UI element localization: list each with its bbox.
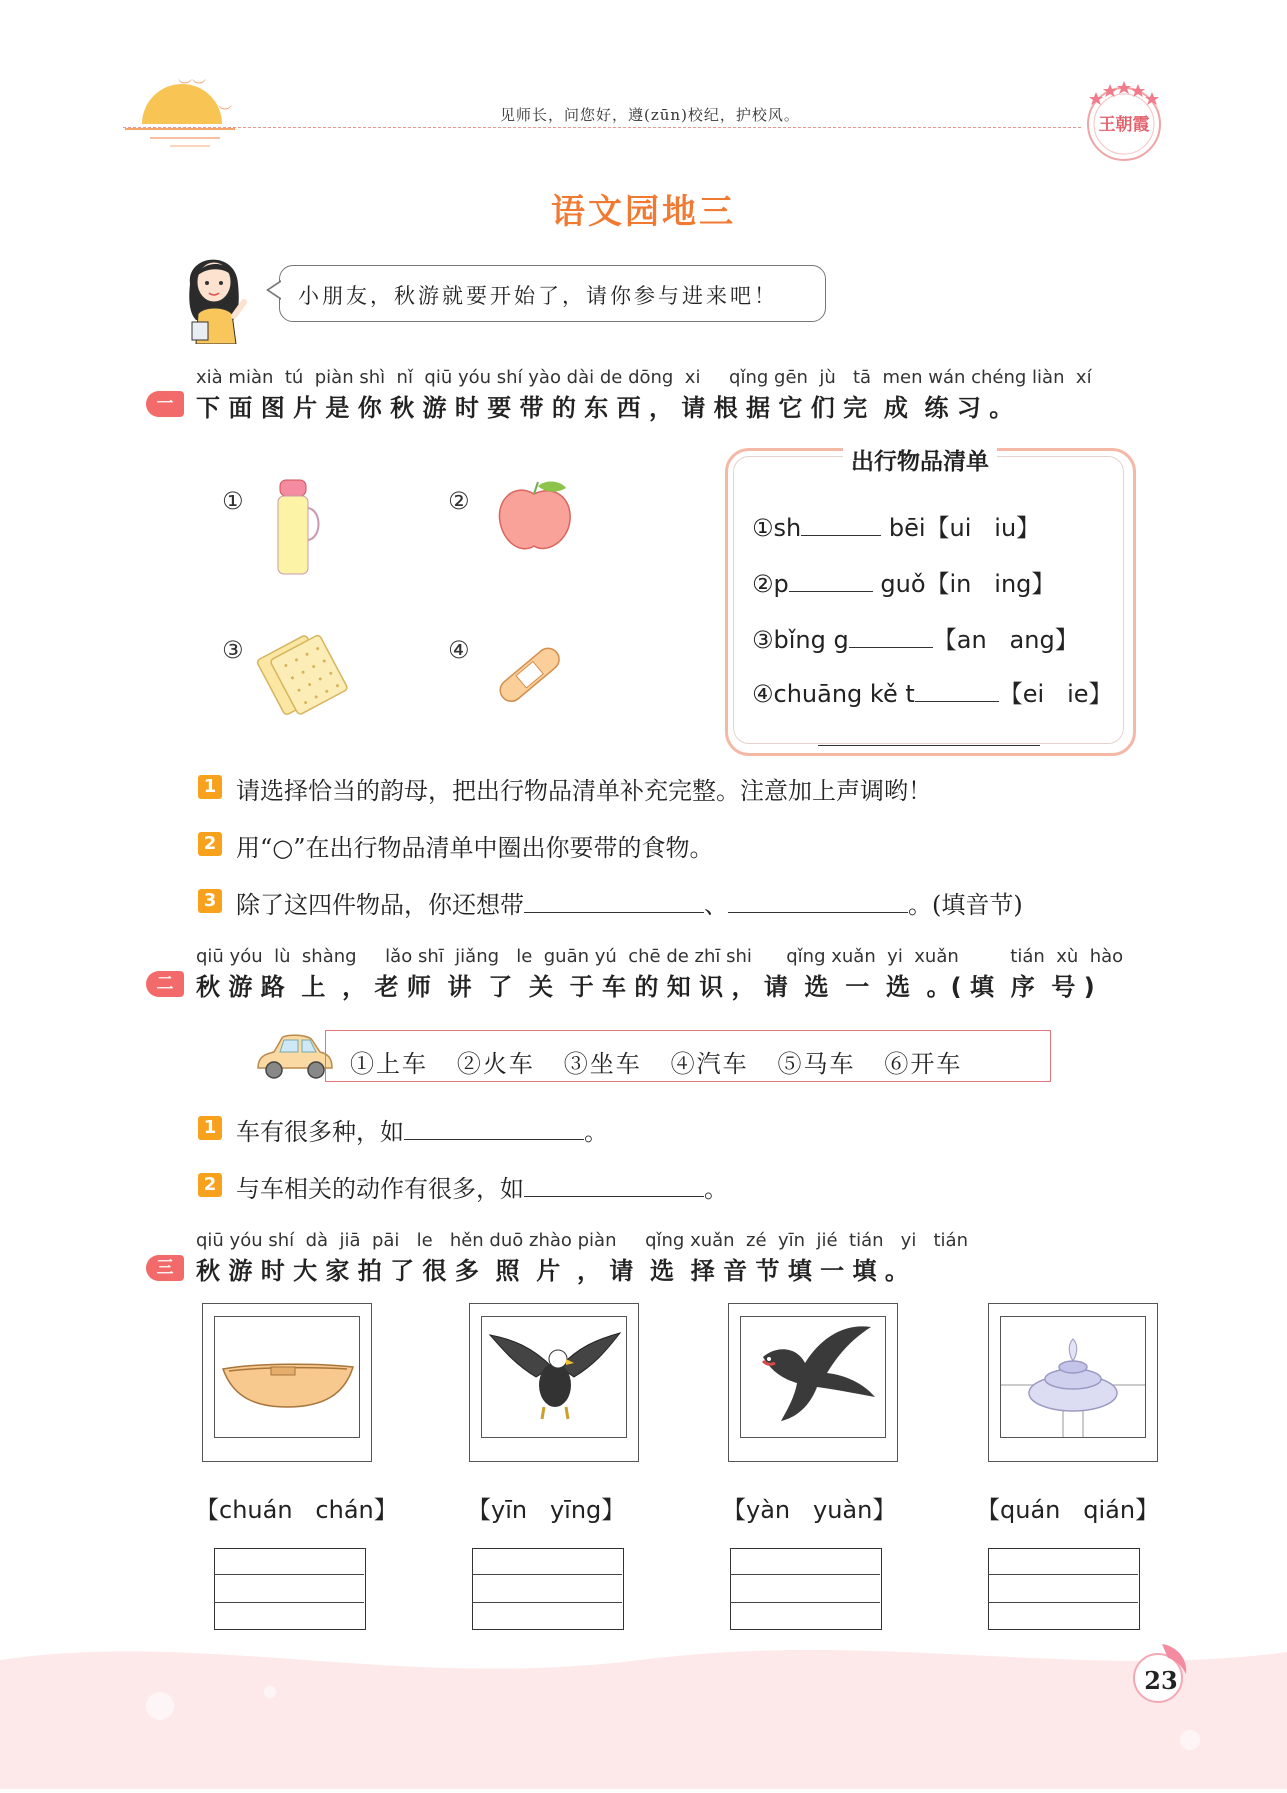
checklist-item-prefix: ②p: [752, 570, 789, 598]
answer-box-line: [472, 1574, 622, 1575]
checklist-item-prefix: ④chuāng kě t: [752, 680, 915, 708]
logo-text: 王朝霞: [1098, 115, 1150, 135]
bubble-text: 小朋友，秋游就要开始了，请你参与进来吧！: [298, 284, 778, 308]
options-text: ①上车 ②火车 ③坐车 ④汽车 ⑤马车 ⑥开车: [350, 1050, 963, 1078]
syllable-choice: 【chuán chán】: [195, 1496, 398, 1524]
answer-box-line: [214, 1602, 364, 1603]
answer-blank[interactable]: [789, 567, 873, 592]
checklist-item-options: 【an ang】: [932, 626, 1079, 654]
fountain-icon: [1000, 1316, 1146, 1438]
answer-box-line: [730, 1602, 880, 1603]
question-number: 1: [198, 775, 222, 799]
checklist-item-prefix: ①sh: [752, 514, 802, 542]
checklist-item: [752, 620, 1079, 655]
question-text: [236, 885, 1023, 920]
section3-pinyin: qiū yóu shí dà jiā pāi le hěn duō zhào piàn qǐng xuǎn zé yīn jié tián yi tián: [196, 1230, 968, 1251]
bandage-icon: [494, 642, 564, 706]
sun-horizon-line-2: [150, 137, 220, 139]
checklist-item-suffix: bēi: [881, 514, 926, 542]
question-text-main: 与车相关的动作有很多，如: [236, 1175, 524, 1203]
answer-box-line: [988, 1574, 1138, 1575]
car-icon: [254, 1028, 334, 1084]
question-text: [236, 1112, 608, 1147]
answer-blank[interactable]: [818, 745, 1040, 746]
teacher-illustration: [178, 244, 253, 344]
answer-blank[interactable]: [849, 623, 933, 648]
item-number: ①: [222, 487, 244, 515]
sun-horizon-line-3: [170, 145, 210, 147]
question-text-end: 。: [704, 1175, 728, 1203]
answer-box[interactable]: [730, 1548, 882, 1630]
question-text-main: 车有很多种，如: [236, 1118, 404, 1146]
question-number: 2: [198, 1173, 222, 1197]
syllable-choice: 【quán qián】: [976, 1496, 1160, 1524]
section1-heading: 下 面 图 片 是 你 秋 游 时 要 带 的 东 西 ， 请 根 据 它 们 完 成 练 习 。: [196, 394, 1014, 422]
section2-heading: 秋 游 路 上 ， 老 师 讲 了 关 于 车 的 知 识 ， 请 选 一 选 。( 填 序 号 ): [196, 973, 1095, 1001]
answer-blank[interactable]: [728, 888, 908, 913]
question-text-b: 、: [704, 891, 728, 919]
checklist-item-options: 【ui iu】: [925, 514, 1041, 542]
checklist-item: [752, 564, 1055, 599]
section1-badge: 一: [146, 391, 184, 417]
apple-icon: [494, 478, 576, 554]
checklist-item-prefix: ③bǐng g: [752, 626, 849, 654]
bird-icon: ︶: [218, 105, 232, 121]
answer-blank[interactable]: [524, 888, 704, 913]
section3-badge: 三: [146, 1255, 184, 1281]
answer-blank[interactable]: [524, 1172, 704, 1197]
footer-wave: [0, 1630, 1287, 1789]
item-number: ④: [448, 636, 470, 664]
page-title: 语文园地三: [551, 192, 736, 232]
swallow-icon: [740, 1316, 886, 1438]
answer-blank[interactable]: [404, 1115, 584, 1140]
thermos-icon: [272, 478, 326, 578]
item-number: ②: [448, 487, 470, 515]
section1-pinyin: xià miàn tú piàn shì nǐ qiū yóu shí yào dài de dōng xi qǐng gēn jù tā men wán chéng liàn xí: [196, 367, 1092, 388]
eagle-icon: [481, 1316, 627, 1438]
section3-heading: 秋 游 时 大 家 拍 了 很 多 照 片 ， 请 选 择 音 节 填 一 填 。: [196, 1257, 909, 1285]
checklist-title: 出行物品清单: [843, 443, 997, 476]
answer-box[interactable]: [988, 1548, 1140, 1630]
question-number: 2: [198, 832, 222, 856]
section2-pinyin: qiū yóu lù shàng lǎo shī jiǎng le guān yú chē de zhī shi qǐng xuǎn yi xuǎn tián xù hào: [196, 946, 1124, 967]
publisher-logo: [1082, 80, 1166, 164]
item-number: ③: [222, 636, 244, 664]
header-divider: [123, 127, 1081, 128]
answer-blank[interactable]: [915, 677, 999, 702]
checklist-item-options: 【ei ie】: [998, 680, 1113, 708]
sun-horizon-line: [125, 128, 235, 130]
answer-box[interactable]: [214, 1548, 366, 1630]
speech-bubble-tail-fill: [269, 282, 281, 298]
question-text: [236, 1169, 728, 1204]
answer-box-line: [730, 1574, 880, 1575]
biscuit-icon: [250, 632, 350, 718]
bird-icon: ︶︶: [178, 79, 206, 95]
question-number: 1: [198, 1116, 222, 1140]
answer-blank[interactable]: [801, 511, 881, 536]
section2-badge: 二: [146, 971, 184, 997]
answer-box[interactable]: [472, 1548, 624, 1630]
answer-box-line: [988, 1602, 1138, 1603]
question-text-end: 。: [584, 1118, 608, 1146]
checklist-item-suffix: guǒ: [872, 570, 926, 598]
question-text-a: 除了这四件物品，你还想带: [236, 891, 524, 919]
syllable-choice: 【yàn yuàn】: [722, 1496, 897, 1524]
page-number: 23: [1144, 1666, 1178, 1695]
header-motto: 见师长，问您好，遵(zūn)校纪，护校风。: [500, 106, 800, 124]
checklist-item: [752, 508, 1040, 543]
question-number: 3: [198, 889, 222, 913]
checklist-item: [752, 674, 1113, 709]
answer-box-line: [214, 1574, 364, 1575]
answer-box-line: [472, 1602, 622, 1603]
question-text: 请选择恰当的韵母，把出行物品清单补充完整。注意加上声调哟！: [236, 777, 932, 805]
checklist-item-options: 【in ing】: [925, 570, 1056, 598]
syllable-choice: 【yīn yīng】: [467, 1496, 626, 1524]
boat-icon: [214, 1316, 360, 1438]
question-text-c: 。(填音节): [908, 891, 1023, 919]
question-text: 用“○”在出行物品清单中圈出你要带的食物。: [236, 834, 714, 862]
